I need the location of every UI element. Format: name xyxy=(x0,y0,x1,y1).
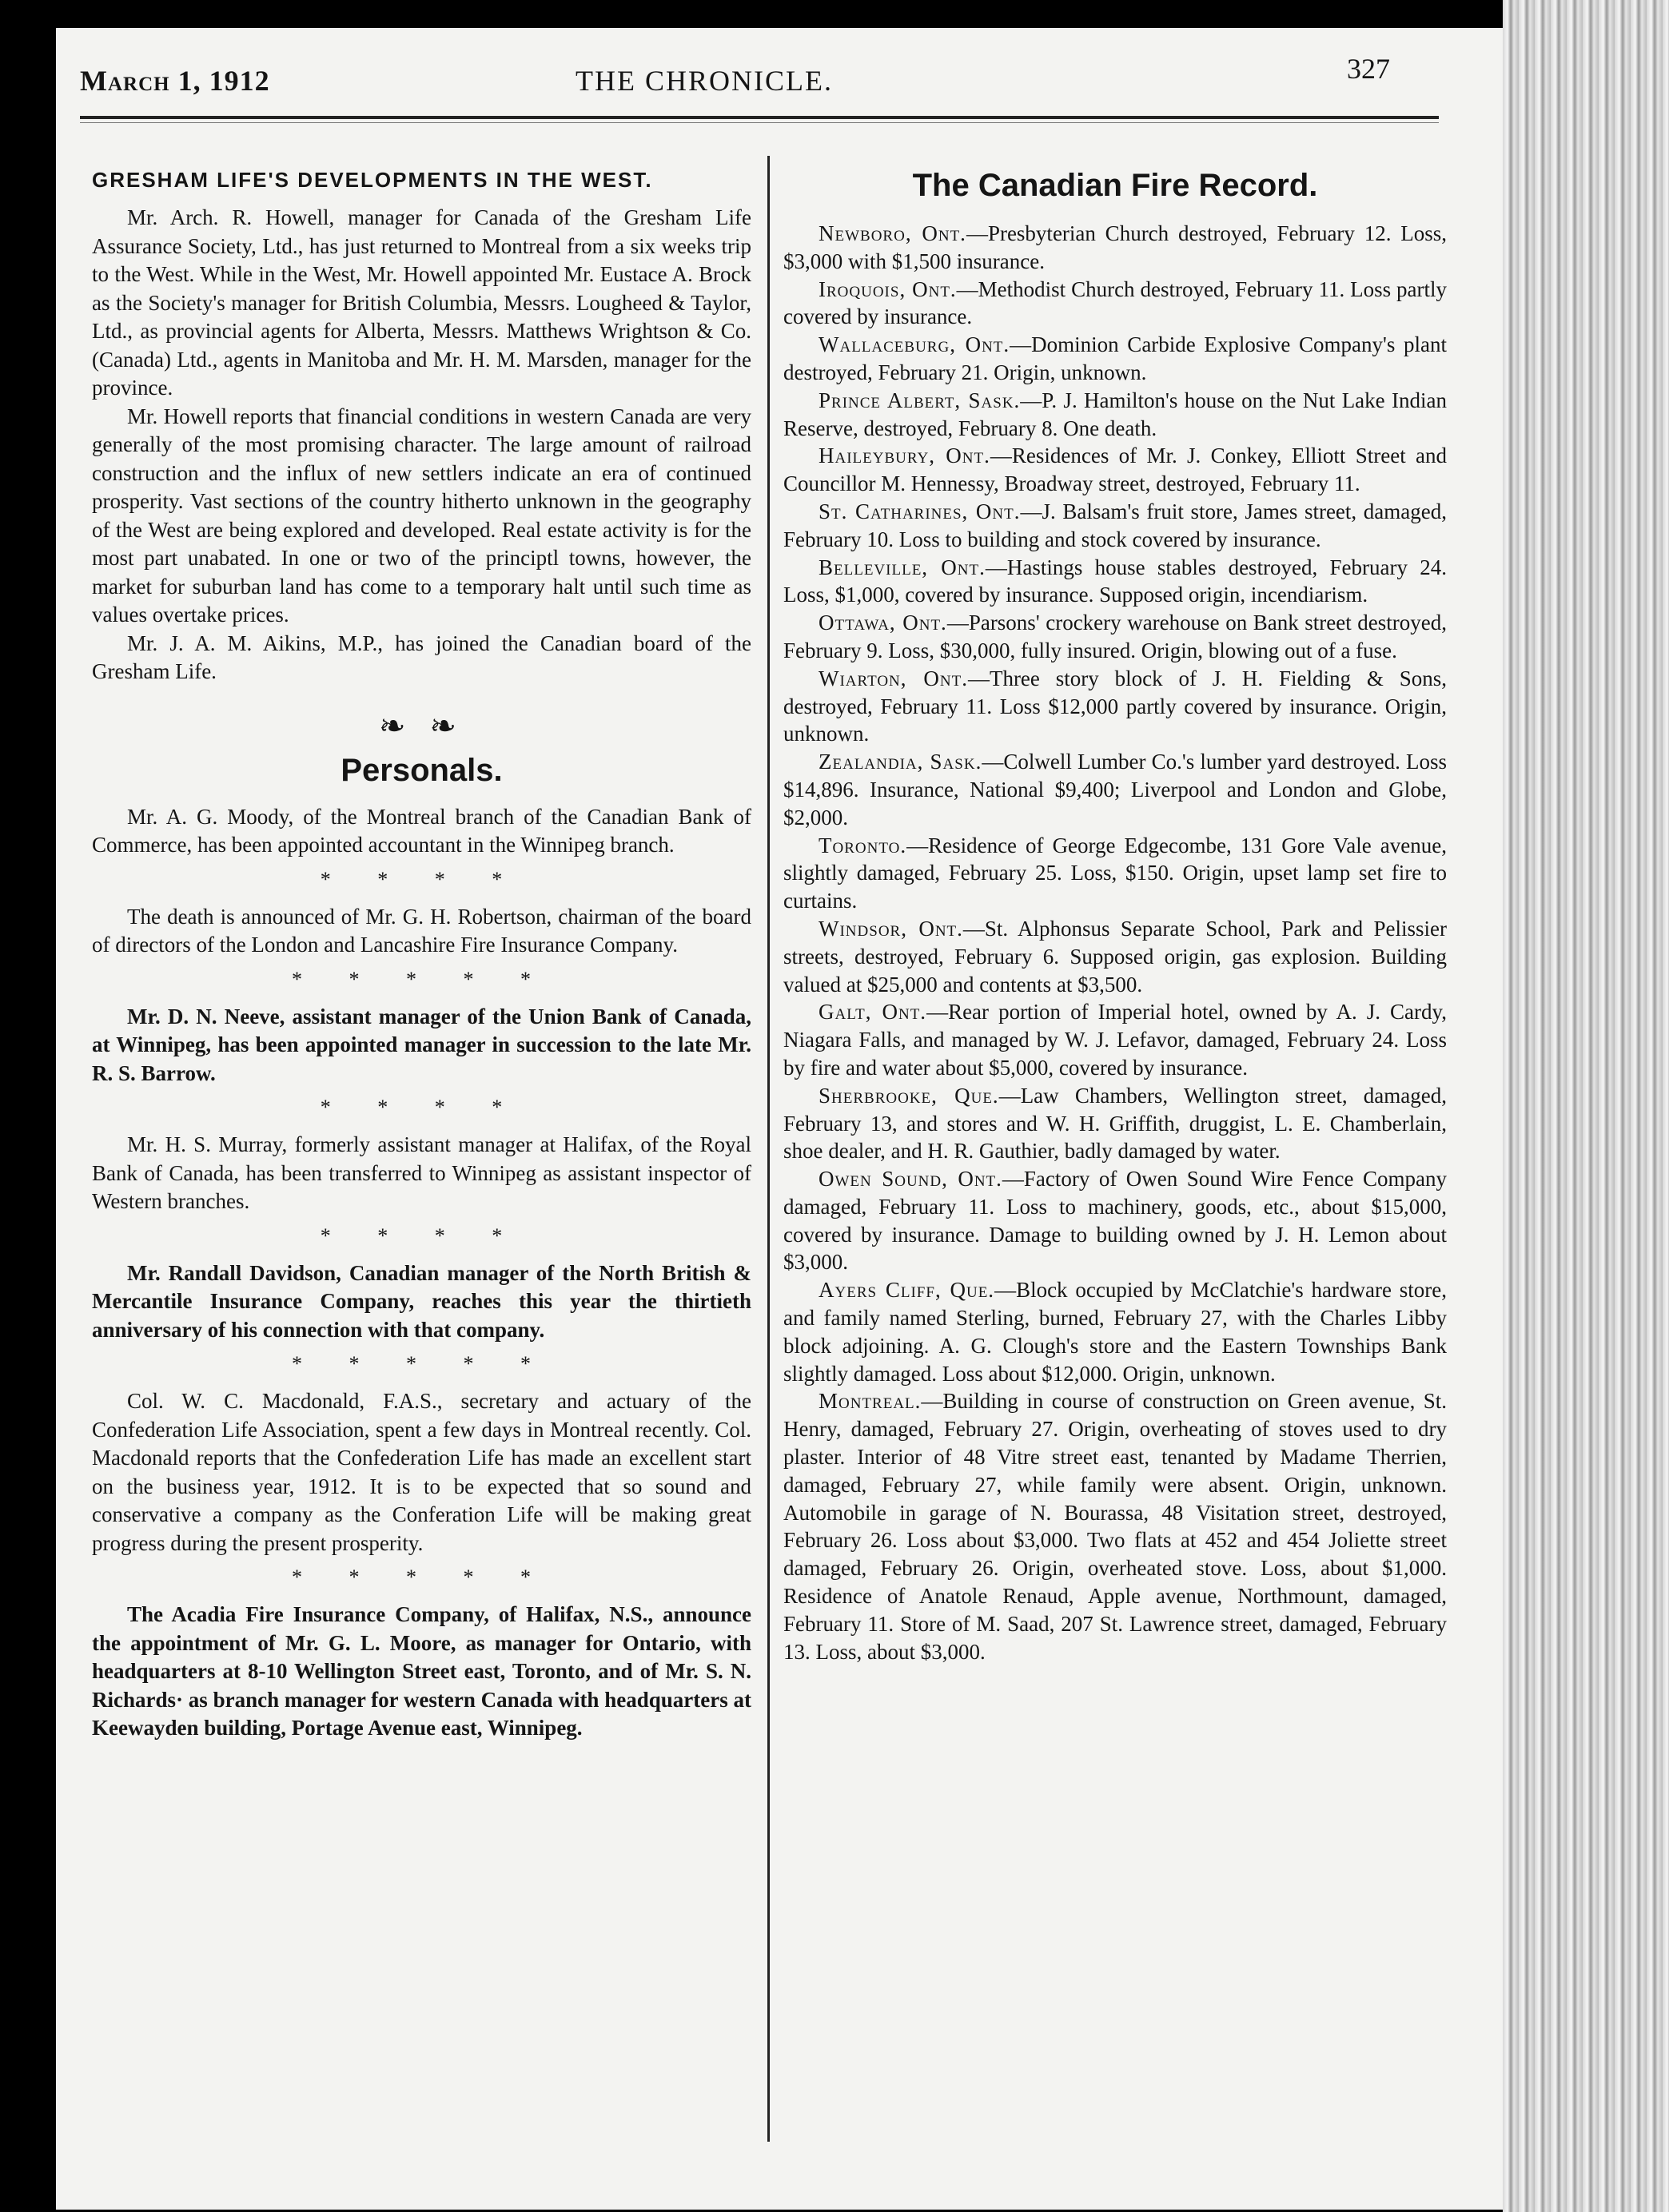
fire-entry-place: Newboro, Ont. xyxy=(819,221,966,245)
fire-entry xyxy=(783,1276,1447,1387)
fire-entry-text: —Residences of Mr. J. Conkey, Elliott Street and Councillor M. Hennessy, Broadway street, destroyed, February 11. xyxy=(783,444,1448,496)
gresham-paragraph: Mr. Howell reports that financial conditions in western Canada are very generally of the most promising character. The large amount of railroad construction and the influx of new settlers indicate an era of continued prosperity. Vast sections of the country hitherto unknown in the geography of the West are being explored and developed. Real estate activity is for the most part unabated. In one or two of the principtl towns, however, the market for suburban land has come to a temporary halt until such time as values overtake prices. xyxy=(92,404,751,627)
personal-item: Mr. H. S. Murray, formerly assistant manager at Halifax, of the Royal Bank of Canada, has been transferred to Winnipeg as assistant inspector of Western branches. xyxy=(92,1132,751,1213)
fire-entry-text: —Three story block of J. H. Fielding & Sons, destroyed, February 11. Loss $12,000 partly covered by insurance. Origin, unknown. xyxy=(783,666,1447,746)
separator: * * * * * xyxy=(292,1566,552,1589)
fire-entry-text: —Methodist Church destroyed, February 11. Loss partly covered by insurance. xyxy=(783,276,1447,329)
fire-entry-place: Wiarton, Ont. xyxy=(819,666,968,690)
header-rule xyxy=(80,116,1439,119)
fire-entry-text: —Parsons' crockery warehouse on Bank street destroyed, February 9. Loss, $30,000, fully insured. Origin, blowing out of a fuse. xyxy=(783,611,1448,662)
fire-entry-text: —Law Chambers, Wellington street, damaged, February 13, and stores and W. H. Griffith, druggist, L. E. Chamberlain, shoe dealer, and H. R. Gauthier, badly damaged by water. xyxy=(783,1083,1447,1164)
fire-entry xyxy=(783,554,1447,610)
fire-entry-text: —St. Alphonsus Separate School, Park and Pelissier streets, destroyed, February 6. Supposed origin, gas explosion. Building valued at $25,000 and contents at $3,500. xyxy=(783,916,1447,997)
fire-entry-place: Wallaceburg, Ont. xyxy=(819,332,1010,357)
header-rule-thin xyxy=(80,122,1439,123)
fire-entry-place: Sherbrooke, Que. xyxy=(819,1083,999,1108)
fire-entry-place: Haileybury, Ont. xyxy=(819,444,990,468)
personals-heading: Personals. xyxy=(341,752,503,788)
personal-item: Mr. Randall Davidson, Canadian manager of the North British & Mercantile Insurance Company, reaches this year the thirtieth anniversary of his connection with that company. xyxy=(92,1260,751,1342)
fire-record-heading: The Canadian Fire Record. xyxy=(912,168,1318,203)
fire-entry xyxy=(783,442,1447,498)
page-number: 327 xyxy=(1347,53,1390,85)
fire-entry xyxy=(783,609,1447,665)
fire-entry-place: Ayers Cliff, Que. xyxy=(819,1278,995,1303)
fire-entry-place: Toronto. xyxy=(819,833,907,857)
right-column xyxy=(783,168,1447,1665)
fire-entry-place: Iroquois, Ont. xyxy=(819,276,957,301)
personal-item: The Acadia Fire Insurance Company, of Halifax, N.S., announce the appointment of Mr. G. L. Moore, as manager for Ontario, with headquarters at 8-10 Wellington Street east, Toronto, and of Mr. S. N. Richards· as branch manager for western Canada with headquarters at Keewayden building, Portage Avenue east, Winnipeg. xyxy=(92,1602,751,1740)
fire-entry xyxy=(783,498,1447,554)
fire-entry-place: Windsor, Ont. xyxy=(819,916,963,941)
fire-entry xyxy=(783,276,1447,332)
separator: * * * * * xyxy=(292,967,552,991)
fire-entry-text: —Hastings house stables destroyed, February 24. Loss, $1,000, covered by insurance. Supposed origin, incendiarism. xyxy=(783,555,1447,607)
fire-entry-text: —Dominion Carbide Explosive Company's plant destroyed, February 21. Origin, unknown. xyxy=(783,332,1448,384)
gresham-heading: GRESHAM LIFE'S DEVELOPMENTS IN THE WEST. xyxy=(92,168,653,192)
fire-entry xyxy=(783,748,1447,831)
fire-entry xyxy=(783,387,1447,443)
fire-entry-place: Galt, Ont. xyxy=(819,1000,927,1024)
fire-entries xyxy=(783,220,1447,1665)
fire-entry xyxy=(783,832,1447,915)
separator: * * * * * xyxy=(292,1352,552,1375)
fire-entry-text: —Presbyterian Church destroyed, February 12. Loss, $3,000 with $1,500 insurance. xyxy=(783,221,1447,273)
fire-entry-text: —Residence of George Edgecombe, 131 Gore Vale avenue, slightly damaged, February 25. Loss, $150. Origin, upset lamp set fire to curtains. xyxy=(783,833,1447,913)
fire-entry-text: —P. J. Hamilton's house on the Nut Lake Indian Reserve, destroyed, February 8. One death. xyxy=(783,388,1447,440)
fire-entry-place: Montreal. xyxy=(819,1389,922,1414)
newspaper-page xyxy=(56,28,1503,2210)
fire-entry xyxy=(783,331,1447,387)
fire-entry xyxy=(783,998,1447,1081)
page-edge xyxy=(1503,0,1669,2212)
gresham-paragraph: Mr. Arch. R. Howell, manager for Canada of the Gresham Life Assurance Society, Ltd., has just returned to Montreal from a six weeks trip to the West. While in the West, Mr. Howell appointed Mr. Eustace A. Brock as the Society's manager for British Columbia, Messrs. Lougheed & Taylor, Ltd., as provincial agents for Alberta, Messrs. Matthews Wrightson & Co. (Canada) Ltd., agents in Manitoba and Mr. H. M. Marsden, manager for the province. xyxy=(92,205,751,400)
fire-entry-place: Ottawa, Ont. xyxy=(819,611,947,635)
fire-entry-text: —Building in course of construction on Green avenue, St. Henry, damaged, February 27. Origin, overheating of stoves used to dry plaster. Interior of 48 Vitre street east, tenanted by Madame Therrien, damaged, February 27, while family were absent. Origin, unknown. Automobile in garage of N. Bourassa, 48 Visitation street, destroyed, February 26. Loss about $3,000. Two flats at 452 and 454 Joliette street damaged, February 26. Origin, overheated stove. Loss, about $1,000. Residence of Anatole Renaud, Apple avenue, Northmount, damaged, February 11. Store of M. Saad, 207 St. Lawrence street, damaged, February 13. Loss, about $3,000. xyxy=(783,1389,1447,1664)
fire-entry-text: —Factory of Owen Sound Wire Fence Company damaged, February 11. Loss to machinery, goods, etc., about $15,000, covered by insurance. Damage to building owned by J. H. Lemon about $3,000. xyxy=(783,1167,1447,1275)
fire-entry-text: —Block occupied by McClatchie's hardware store, and family named Sterling, burned, February 27, with the Charles Libby block adjoining. A. G. Clough's store and the Eastern Townships Bank slightly damaged. Loss about $12,000. Origin, unknown. xyxy=(783,1278,1447,1386)
fire-entry xyxy=(783,220,1447,276)
separator: * * * * xyxy=(320,1223,524,1247)
section-ornament: ❧ ❧ xyxy=(378,707,465,744)
gresham-paragraph: Mr. J. A. M. Aikins, M.P., has joined the Canadian board of the Gresham Life. xyxy=(92,631,751,683)
left-column xyxy=(92,168,751,1743)
fire-entry xyxy=(783,1082,1447,1165)
fire-entry xyxy=(783,915,1447,998)
fire-entry xyxy=(783,1387,1447,1665)
issue-date: March 1, 1912 xyxy=(80,65,270,97)
personal-item: Mr. A. G. Moody, of the Montreal branch of the Canadian Bank of Commerce, has been appointed accountant in the Winnipeg branch. xyxy=(92,804,751,857)
fire-entry-place: Prince Albert, Sask. xyxy=(819,388,1021,412)
fire-entry-place: St. Catharines, Ont. xyxy=(819,499,1021,523)
personal-item: The death is announced of Mr. G. H. Robertson, chairman of the board of directors of the London and Lancashire Fire Insurance Company. xyxy=(92,904,751,957)
separator: * * * * xyxy=(320,867,524,891)
fire-entry-text: —Colwell Lumber Co.'s lumber yard destroyed. Loss $14,896. Insurance, National $9,400; Liverpool and London and Globe, $2,000. xyxy=(783,750,1447,830)
column-divider xyxy=(767,156,770,2142)
fire-entry-place: Belleville, Ont. xyxy=(819,555,986,579)
fire-entry-place: Zealandia, Sask. xyxy=(819,750,982,774)
fire-entry xyxy=(783,665,1447,748)
personal-item: Col. W. C. Macdonald, F.A.S., secretary and actuary of the Confederation Life Association, spent a few days in Montreal recently. Col. Macdonald reports that the Confederation Life has made an excellent start on the business year, 1912. It is to be expected that so sound and conservative a company as the Conferation Life will be making great progress during the present prosperity. xyxy=(92,1389,751,1555)
fire-entry-place: Owen Sound, Ont. xyxy=(819,1167,1002,1192)
separator: * * * * xyxy=(320,1096,524,1119)
personals-list xyxy=(92,803,751,1743)
fire-entry xyxy=(783,1165,1447,1276)
personal-item: Mr. D. N. Neeve, assistant manager of the Union Bank of Canada, at Winnipeg, has been appointed manager in succession to the late Mr. R. S. Barrow. xyxy=(92,1004,751,1085)
fire-entry-text: —Rear portion of Imperial hotel, owned by A. J. Cardy, Niagara Falls, and managed by W. J. Lefavor, damaged, February 24. Loss by fire and water about $5,000, covered by insurance. xyxy=(783,1000,1448,1080)
fire-entry-text: —J. Balsam's fruit store, James street, damaged, February 10. Loss to building and stock covered by insurance. xyxy=(783,499,1447,551)
journal-title: THE CHRONICLE. xyxy=(576,65,833,97)
